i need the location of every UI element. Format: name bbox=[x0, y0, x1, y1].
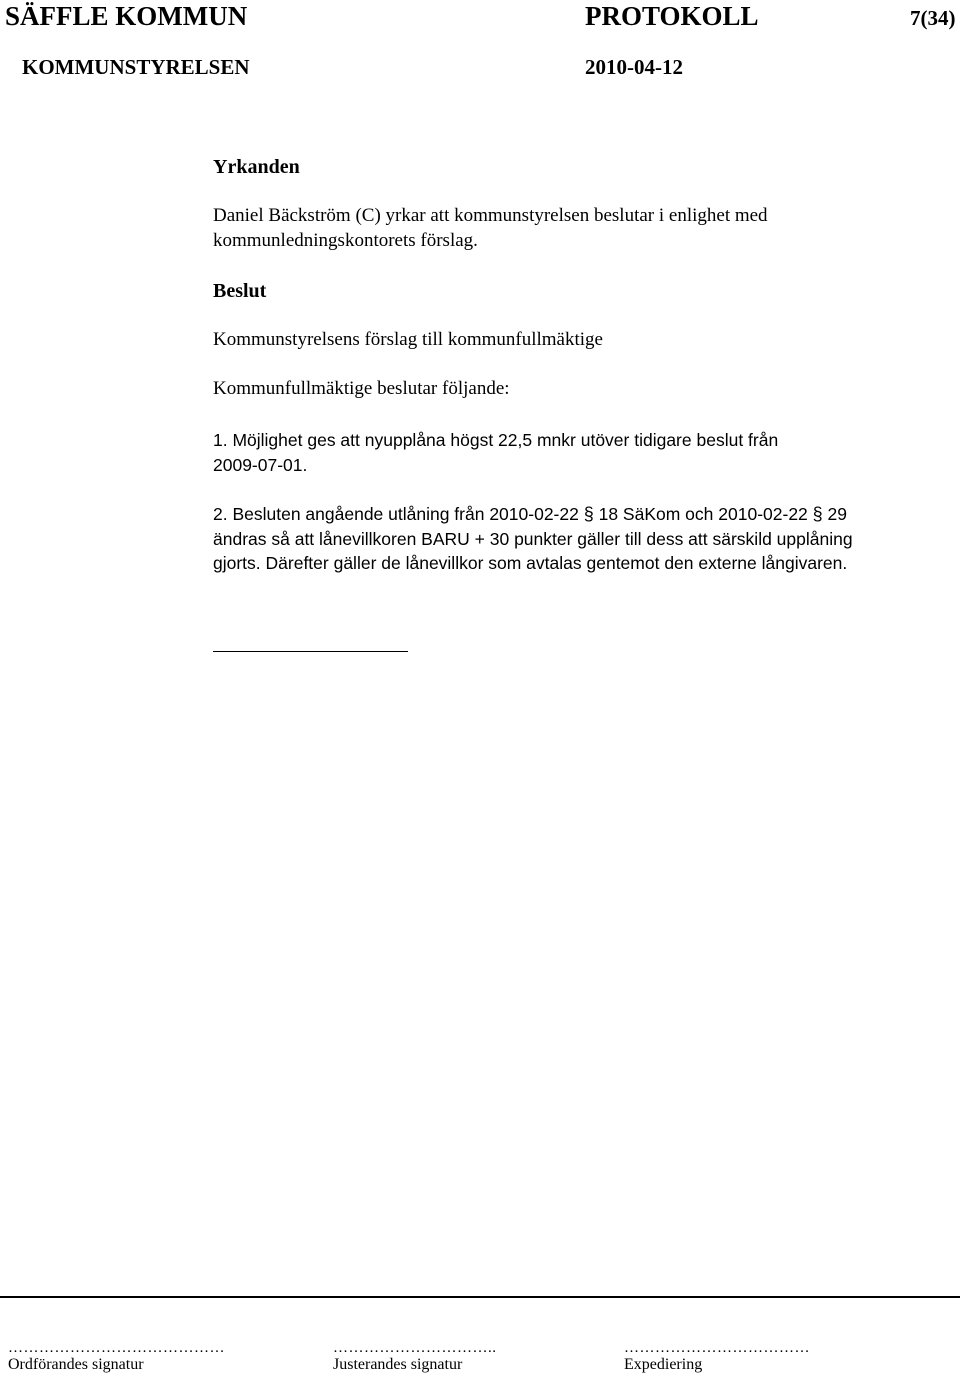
adjuster-signature-label: Justerandes signatur bbox=[333, 1356, 463, 1373]
meeting-date: 2010-04-12 bbox=[585, 55, 683, 79]
adjuster-signature-line: ………………………….. bbox=[333, 1340, 497, 1356]
page-number: 7(34) bbox=[910, 6, 956, 30]
end-of-section-rule bbox=[213, 651, 408, 652]
item-2-line-1 bbox=[213, 502, 853, 527]
yrkanden-line: Daniel Bäckström (C) yrkar att kommunstyrelsen beslutar i enlighet med bbox=[213, 205, 768, 226]
dispatch-signature-label: Expediering bbox=[624, 1356, 703, 1373]
item-1-line: 2009-07-01. bbox=[213, 454, 308, 475]
item-2-text-a: 2. Besluten angående utlåning från 2010-02-22 bbox=[213, 504, 579, 524]
item-2-line-3: gjorts. Därefter gäller de lånevillkor som avtalas gentemot den externe långivaren. bbox=[213, 553, 848, 573]
chair-signature-line: …………………………………… bbox=[8, 1340, 225, 1356]
yrkanden-heading: Yrkanden bbox=[213, 156, 300, 178]
organization-name: SÄFFLE KOMMUN bbox=[5, 1, 248, 31]
beslut-intro-line: Kommunfullmäktige beslutar följande: bbox=[213, 378, 510, 399]
item-1-line: 1. Möjlighet ges att nyupplåna högst 22,5 mnkr utöver tidigare beslut från bbox=[213, 430, 779, 450]
section-mark: § bbox=[583, 504, 594, 524]
section-mark: § bbox=[812, 504, 823, 524]
item-2-text-b: 18 SäKom och 2010-02-22 bbox=[598, 504, 808, 524]
board-name: KOMMUNSTYRELSEN bbox=[22, 55, 250, 79]
beslut-heading: Beslut bbox=[213, 280, 267, 302]
chair-signature-label: Ordförandes signatur bbox=[8, 1356, 144, 1373]
beslut-item-2 bbox=[213, 502, 853, 576]
item-2-text-c: 29 bbox=[827, 504, 848, 524]
footer-divider bbox=[0, 1296, 960, 1298]
yrkanden-text bbox=[213, 204, 768, 253]
dispatch-signature-line: ……………………………… bbox=[624, 1340, 810, 1356]
beslut-proposal-line: Kommunstyrelsens förslag till kommunfullmäktige bbox=[213, 329, 603, 350]
document-type: PROTOKOLL bbox=[585, 1, 759, 31]
item-2-line-2: ändras så att lånevillkoren BARU + 30 punkter gäller till dess att särskild upplåning bbox=[213, 528, 853, 549]
beslut-item-1 bbox=[213, 428, 778, 477]
yrkanden-line: kommunledningskontorets förslag. bbox=[213, 229, 478, 251]
